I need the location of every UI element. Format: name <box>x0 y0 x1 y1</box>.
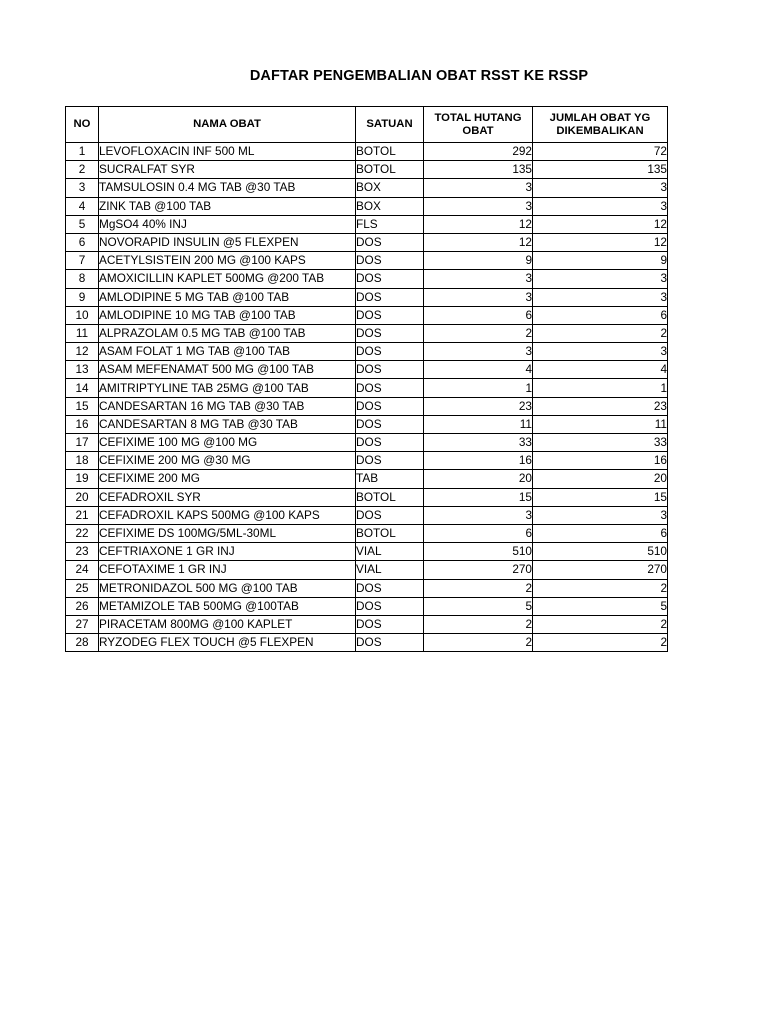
cell-total-hutang-obat: 1 <box>424 379 533 397</box>
cell-total-hutang-obat: 16 <box>424 452 533 470</box>
cell-no: 16 <box>66 415 99 433</box>
cell-no: 20 <box>66 488 99 506</box>
cell-satuan: DOS <box>356 579 424 597</box>
cell-total-hutang-obat: 9 <box>424 252 533 270</box>
cell-jumlah-dikembalikan: 9 <box>533 252 668 270</box>
table-row <box>66 233 668 251</box>
cell-total-hutang-obat: 270 <box>424 561 533 579</box>
cell-nama-obat: CEFIXIME 200 MG @30 MG <box>99 452 356 470</box>
cell-no: 4 <box>66 197 99 215</box>
cell-jumlah-dikembalikan: 510 <box>533 543 668 561</box>
cell-nama-obat: CANDESARTAN 8 MG TAB @30 TAB <box>99 415 356 433</box>
cell-jumlah-dikembalikan: 3 <box>533 179 668 197</box>
cell-nama-obat: ZINK TAB @100 TAB <box>99 197 356 215</box>
table-row <box>66 488 668 506</box>
cell-nama-obat: AMITRIPTYLINE TAB 25MG @100 TAB <box>99 379 356 397</box>
table-row <box>66 179 668 197</box>
cell-satuan: DOS <box>356 270 424 288</box>
table-row <box>66 161 668 179</box>
table-row <box>66 579 668 597</box>
cell-satuan: BOX <box>356 197 424 215</box>
cell-nama-obat: CEFADROXIL KAPS 500MG @100 KAPS <box>99 506 356 524</box>
cell-total-hutang-obat: 2 <box>424 615 533 633</box>
cell-nama-obat: TAMSULOSIN 0.4 MG TAB @30 TAB <box>99 179 356 197</box>
table-row <box>66 561 668 579</box>
cell-nama-obat: ACETYLSISTEIN 200 MG @100 KAPS <box>99 252 356 270</box>
cell-no: 25 <box>66 579 99 597</box>
cell-total-hutang-obat: 3 <box>424 288 533 306</box>
header-no: NO <box>66 107 99 143</box>
cell-satuan: DOS <box>356 452 424 470</box>
page-title: DAFTAR PENGEMBALIAN OBAT RSST KE RSSP <box>249 68 589 84</box>
medicine-return-table <box>65 106 668 652</box>
cell-satuan: DOS <box>356 597 424 615</box>
cell-nama-obat: ALPRAZOLAM 0.5 MG TAB @100 TAB <box>99 324 356 342</box>
cell-no: 21 <box>66 506 99 524</box>
cell-satuan: FLS <box>356 215 424 233</box>
cell-nama-obat: PIRACETAM 800MG @100 KAPLET <box>99 615 356 633</box>
cell-no: 7 <box>66 252 99 270</box>
cell-no: 15 <box>66 397 99 415</box>
header-nama-obat: NAMA OBAT <box>99 107 356 143</box>
cell-total-hutang-obat: 292 <box>424 143 533 161</box>
table-row <box>66 470 668 488</box>
cell-satuan: DOS <box>356 343 424 361</box>
cell-satuan: DOS <box>356 361 424 379</box>
cell-satuan: DOS <box>356 415 424 433</box>
cell-no: 3 <box>66 179 99 197</box>
cell-jumlah-dikembalikan: 6 <box>533 306 668 324</box>
cell-satuan: VIAL <box>356 543 424 561</box>
cell-nama-obat: RYZODEG FLEX TOUCH @5 FLEXPEN <box>99 634 356 652</box>
table-header-row <box>66 107 668 143</box>
cell-total-hutang-obat: 12 <box>424 215 533 233</box>
cell-nama-obat: ASAM MEFENAMAT 500 MG @100 TAB <box>99 361 356 379</box>
cell-total-hutang-obat: 33 <box>424 434 533 452</box>
cell-jumlah-dikembalikan: 3 <box>533 343 668 361</box>
cell-satuan: BOX <box>356 179 424 197</box>
cell-total-hutang-obat: 6 <box>424 524 533 542</box>
cell-satuan: TAB <box>356 470 424 488</box>
table-row <box>66 252 668 270</box>
cell-jumlah-dikembalikan: 15 <box>533 488 668 506</box>
cell-no: 17 <box>66 434 99 452</box>
cell-satuan: DOS <box>356 233 424 251</box>
cell-jumlah-dikembalikan: 3 <box>533 506 668 524</box>
cell-total-hutang-obat: 11 <box>424 415 533 433</box>
cell-jumlah-dikembalikan: 2 <box>533 579 668 597</box>
cell-nama-obat: SUCRALFAT SYR <box>99 161 356 179</box>
cell-no: 23 <box>66 543 99 561</box>
cell-satuan: DOS <box>356 506 424 524</box>
cell-satuan: DOS <box>356 306 424 324</box>
cell-nama-obat: CANDESARTAN 16 MG TAB @30 TAB <box>99 397 356 415</box>
cell-nama-obat: CEFIXIME DS 100MG/5ML-30ML <box>99 524 356 542</box>
cell-no: 27 <box>66 615 99 633</box>
cell-no: 26 <box>66 597 99 615</box>
cell-nama-obat: CEFADROXIL SYR <box>99 488 356 506</box>
cell-jumlah-dikembalikan: 6 <box>533 524 668 542</box>
table-row <box>66 379 668 397</box>
cell-satuan: BOTOL <box>356 161 424 179</box>
header-total-hutang-obat: TOTAL HUTANG OBAT <box>424 107 533 143</box>
cell-nama-obat: AMLODIPINE 5 MG TAB @100 TAB <box>99 288 356 306</box>
cell-jumlah-dikembalikan: 3 <box>533 197 668 215</box>
table-row <box>66 434 668 452</box>
table-body <box>66 143 668 652</box>
cell-no: 24 <box>66 561 99 579</box>
table-row <box>66 343 668 361</box>
cell-jumlah-dikembalikan: 2 <box>533 324 668 342</box>
cell-jumlah-dikembalikan: 12 <box>533 233 668 251</box>
cell-nama-obat: CEFOTAXIME 1 GR INJ <box>99 561 356 579</box>
table-row <box>66 615 668 633</box>
table-row <box>66 543 668 561</box>
cell-jumlah-dikembalikan: 2 <box>533 634 668 652</box>
cell-total-hutang-obat: 3 <box>424 179 533 197</box>
cell-total-hutang-obat: 20 <box>424 470 533 488</box>
cell-jumlah-dikembalikan: 72 <box>533 143 668 161</box>
header-jumlah-obat-dikembalikan: JUMLAH OBAT YG DIKEMBALIKAN <box>533 107 668 143</box>
table-row <box>66 452 668 470</box>
cell-total-hutang-obat: 510 <box>424 543 533 561</box>
cell-no: 9 <box>66 288 99 306</box>
cell-satuan: DOS <box>356 379 424 397</box>
cell-nama-obat: MgSO4 40% INJ <box>99 215 356 233</box>
cell-total-hutang-obat: 3 <box>424 270 533 288</box>
cell-total-hutang-obat: 3 <box>424 506 533 524</box>
cell-no: 5 <box>66 215 99 233</box>
table-row <box>66 415 668 433</box>
cell-jumlah-dikembalikan: 23 <box>533 397 668 415</box>
cell-jumlah-dikembalikan: 12 <box>533 215 668 233</box>
cell-no: 12 <box>66 343 99 361</box>
cell-nama-obat: AMLODIPINE 10 MG TAB @100 TAB <box>99 306 356 324</box>
cell-no: 18 <box>66 452 99 470</box>
cell-jumlah-dikembalikan: 270 <box>533 561 668 579</box>
cell-nama-obat: LEVOFLOXACIN INF 500 ML <box>99 143 356 161</box>
cell-satuan: DOS <box>356 252 424 270</box>
table-row <box>66 215 668 233</box>
cell-nama-obat: CEFIXIME 100 MG @100 MG <box>99 434 356 452</box>
cell-satuan: DOS <box>356 324 424 342</box>
cell-satuan: DOS <box>356 434 424 452</box>
cell-nama-obat: CEFIXIME 200 MG <box>99 470 356 488</box>
cell-no: 1 <box>66 143 99 161</box>
table-row <box>66 506 668 524</box>
table-row <box>66 306 668 324</box>
cell-nama-obat: NOVORAPID INSULIN @5 FLEXPEN <box>99 233 356 251</box>
cell-total-hutang-obat: 15 <box>424 488 533 506</box>
cell-jumlah-dikembalikan: 5 <box>533 597 668 615</box>
cell-no: 28 <box>66 634 99 652</box>
cell-jumlah-dikembalikan: 2 <box>533 615 668 633</box>
cell-satuan: BOTOL <box>356 524 424 542</box>
cell-satuan: VIAL <box>356 561 424 579</box>
cell-total-hutang-obat: 2 <box>424 324 533 342</box>
table-row <box>66 524 668 542</box>
cell-total-hutang-obat: 5 <box>424 597 533 615</box>
cell-jumlah-dikembalikan: 135 <box>533 161 668 179</box>
cell-total-hutang-obat: 135 <box>424 161 533 179</box>
cell-total-hutang-obat: 4 <box>424 361 533 379</box>
cell-nama-obat: METRONIDAZOL 500 MG @100 TAB <box>99 579 356 597</box>
cell-no: 8 <box>66 270 99 288</box>
cell-nama-obat: METAMIZOLE TAB 500MG @100TAB <box>99 597 356 615</box>
cell-total-hutang-obat: 23 <box>424 397 533 415</box>
table-row <box>66 143 668 161</box>
cell-jumlah-dikembalikan: 11 <box>533 415 668 433</box>
cell-nama-obat: CEFTRIAXONE 1 GR INJ <box>99 543 356 561</box>
table-row <box>66 288 668 306</box>
cell-total-hutang-obat: 2 <box>424 579 533 597</box>
table-row <box>66 361 668 379</box>
cell-total-hutang-obat: 2 <box>424 634 533 652</box>
cell-no: 14 <box>66 379 99 397</box>
cell-jumlah-dikembalikan: 20 <box>533 470 668 488</box>
cell-satuan: DOS <box>356 634 424 652</box>
cell-satuan: BOTOL <box>356 143 424 161</box>
table-row <box>66 397 668 415</box>
table-row <box>66 597 668 615</box>
cell-total-hutang-obat: 6 <box>424 306 533 324</box>
cell-no: 22 <box>66 524 99 542</box>
cell-no: 2 <box>66 161 99 179</box>
header-satuan: SATUAN <box>356 107 424 143</box>
cell-jumlah-dikembalikan: 4 <box>533 361 668 379</box>
table-row <box>66 197 668 215</box>
cell-satuan: BOTOL <box>356 488 424 506</box>
cell-jumlah-dikembalikan: 33 <box>533 434 668 452</box>
cell-satuan: DOS <box>356 397 424 415</box>
cell-no: 19 <box>66 470 99 488</box>
cell-jumlah-dikembalikan: 3 <box>533 270 668 288</box>
table-row <box>66 324 668 342</box>
cell-satuan: DOS <box>356 615 424 633</box>
cell-nama-obat: ASAM FOLAT 1 MG TAB @100 TAB <box>99 343 356 361</box>
cell-no: 13 <box>66 361 99 379</box>
cell-jumlah-dikembalikan: 1 <box>533 379 668 397</box>
cell-total-hutang-obat: 12 <box>424 233 533 251</box>
cell-total-hutang-obat: 3 <box>424 197 533 215</box>
cell-satuan: DOS <box>356 288 424 306</box>
cell-jumlah-dikembalikan: 3 <box>533 288 668 306</box>
cell-total-hutang-obat: 3 <box>424 343 533 361</box>
cell-no: 6 <box>66 233 99 251</box>
cell-no: 10 <box>66 306 99 324</box>
table-row <box>66 634 668 652</box>
cell-no: 11 <box>66 324 99 342</box>
table-row <box>66 270 668 288</box>
cell-nama-obat: AMOXICILLIN KAPLET 500MG @200 TAB <box>99 270 356 288</box>
cell-jumlah-dikembalikan: 16 <box>533 452 668 470</box>
